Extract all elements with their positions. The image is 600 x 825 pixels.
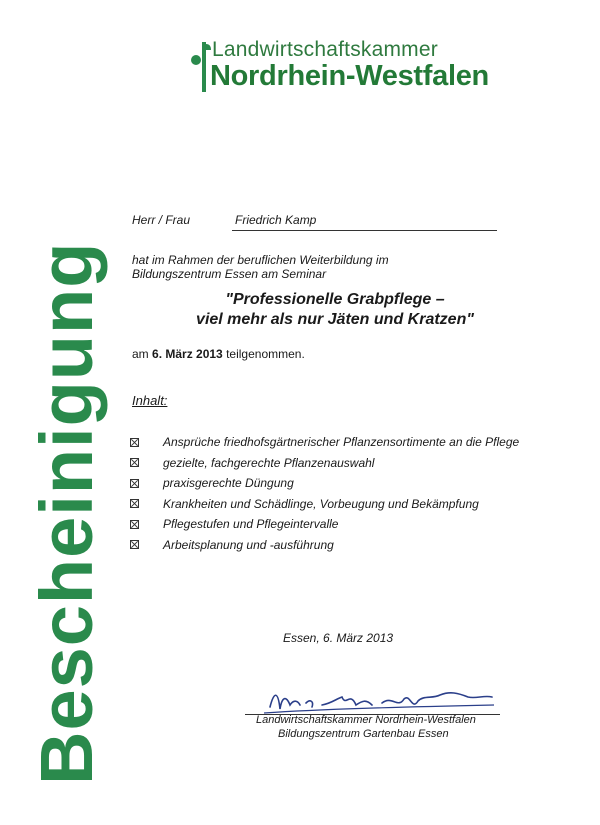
participation-date: 6. März 2013 bbox=[152, 347, 223, 361]
list-item-text: praxisgerechte Düngung bbox=[163, 476, 294, 491]
checked-box-icon bbox=[130, 540, 139, 549]
participation-suffix: teilgenommen. bbox=[226, 347, 305, 361]
logo-text-line2: Nordrhein-Westfalen bbox=[210, 60, 489, 92]
list-item-text: Pflegestufen und Pflegeintervalle bbox=[163, 517, 339, 532]
checked-box-icon bbox=[130, 479, 139, 488]
recipient-name: Friedrich Kamp bbox=[235, 213, 317, 227]
list-item bbox=[130, 453, 570, 474]
intro-line-1: hat im Rahmen der beruflichen Weiterbildung im bbox=[132, 253, 389, 267]
list-item bbox=[130, 535, 570, 556]
checked-box-icon bbox=[130, 458, 139, 467]
logo-text-line1: Landwirtschaftskammer bbox=[212, 38, 438, 61]
seminar-title-line-1: "Professionelle Grabpflege – bbox=[225, 291, 445, 308]
signatory-department: Bildungszentrum Gartenbau Essen bbox=[278, 728, 449, 740]
list-item bbox=[130, 494, 570, 515]
list-item-text: Arbeitsplanung und -ausführung bbox=[163, 537, 334, 552]
list-item bbox=[130, 432, 570, 453]
intro-line-2: Bildungszentrum Essen am Seminar bbox=[132, 267, 327, 281]
document-title: Bescheinigung bbox=[25, 241, 108, 785]
salutation-label: Herr / Frau bbox=[132, 213, 191, 227]
content-heading: Inhalt: bbox=[132, 393, 168, 408]
organization-logo bbox=[190, 38, 530, 98]
handwritten-signature bbox=[262, 685, 497, 717]
place-and-date: Essen, 6. März 2013 bbox=[283, 631, 394, 645]
checked-box-icon bbox=[130, 499, 139, 508]
list-item bbox=[130, 473, 570, 494]
list-item-text: Ansprüche friedhofsgärtnerischer Pflanzensortimente an die Pflege bbox=[163, 435, 520, 450]
list-item bbox=[130, 514, 570, 535]
checked-box-icon bbox=[130, 438, 139, 447]
checked-box-icon bbox=[130, 520, 139, 529]
participation-prefix: am bbox=[132, 347, 149, 361]
seminar-title-line-2: viel mehr als nur Jäten und Kratzen" bbox=[196, 311, 474, 328]
leaf-logo-icon bbox=[190, 38, 212, 94]
content-list bbox=[130, 432, 570, 555]
participation-statement bbox=[132, 347, 305, 361]
signatory-organization: Landwirtschaftskammer Nordrhein-Westfalen bbox=[256, 714, 476, 726]
name-underline bbox=[232, 230, 497, 231]
list-item-text: gezielte, fachgerechte Pflanzenauswahl bbox=[163, 455, 375, 470]
list-item-text: Krankheiten und Schädlinge, Vorbeugung und Bekämpfung bbox=[163, 496, 479, 511]
